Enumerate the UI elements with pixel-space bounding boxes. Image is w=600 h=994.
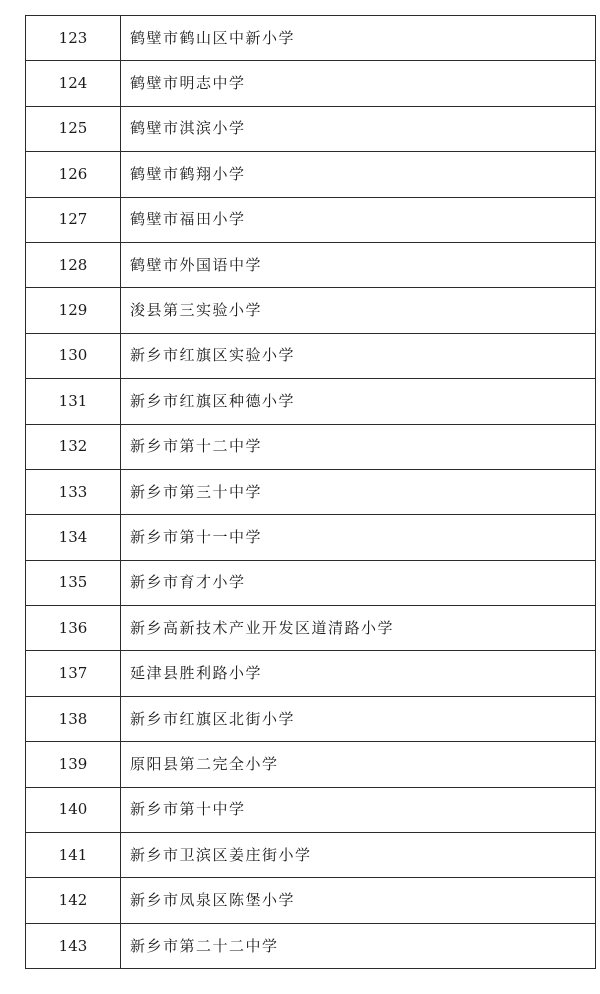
table-row xyxy=(26,61,596,106)
school-list-body xyxy=(26,16,596,969)
row-number-cell: 136 xyxy=(26,606,121,651)
school-name-cell: 新乡市第十中学 xyxy=(121,787,596,832)
school-name-cell: 新乡市育才小学 xyxy=(121,560,596,605)
table-row xyxy=(26,515,596,560)
table-row xyxy=(26,878,596,923)
table-row xyxy=(26,424,596,469)
row-number-cell: 138 xyxy=(26,696,121,741)
school-name-cell: 新乡市第二十二中学 xyxy=(121,923,596,968)
row-number-cell: 127 xyxy=(26,197,121,242)
table-row xyxy=(26,560,596,605)
row-number-cell: 134 xyxy=(26,515,121,560)
table-row xyxy=(26,742,596,787)
school-name-cell: 新乡高新技术产业开发区道清路小学 xyxy=(121,606,596,651)
school-name-cell: 新乡市第三十中学 xyxy=(121,469,596,514)
school-name-cell: 鹤壁市明志中学 xyxy=(121,61,596,106)
table-row xyxy=(26,379,596,424)
row-number-cell: 126 xyxy=(26,152,121,197)
school-name-cell: 新乡市第十二中学 xyxy=(121,424,596,469)
table-row xyxy=(26,288,596,333)
row-number-cell: 139 xyxy=(26,742,121,787)
school-name-cell: 鹤壁市鹤翔小学 xyxy=(121,152,596,197)
table-row xyxy=(26,16,596,61)
table-row xyxy=(26,242,596,287)
table-row xyxy=(26,606,596,651)
table-row xyxy=(26,696,596,741)
row-number-cell: 131 xyxy=(26,379,121,424)
table-row xyxy=(26,923,596,968)
table-row xyxy=(26,651,596,696)
row-number-cell: 129 xyxy=(26,288,121,333)
row-number-cell: 135 xyxy=(26,560,121,605)
school-name-cell: 新乡市红旗区实验小学 xyxy=(121,333,596,378)
table-row xyxy=(26,152,596,197)
school-name-cell: 新乡市卫滨区姜庄街小学 xyxy=(121,833,596,878)
table-row xyxy=(26,197,596,242)
row-number-cell: 125 xyxy=(26,106,121,151)
school-name-cell: 鹤壁市福田小学 xyxy=(121,197,596,242)
table-row xyxy=(26,106,596,151)
school-name-cell: 新乡市红旗区北街小学 xyxy=(121,696,596,741)
row-number-cell: 132 xyxy=(26,424,121,469)
row-number-cell: 137 xyxy=(26,651,121,696)
school-list-table xyxy=(25,15,596,969)
school-name-cell: 鹤壁市外国语中学 xyxy=(121,242,596,287)
school-name-cell: 新乡市凤泉区陈堡小学 xyxy=(121,878,596,923)
table-row xyxy=(26,833,596,878)
school-name-cell: 原阳县第二完全小学 xyxy=(121,742,596,787)
row-number-cell: 141 xyxy=(26,833,121,878)
row-number-cell: 140 xyxy=(26,787,121,832)
row-number-cell: 123 xyxy=(26,16,121,61)
school-name-cell: 浚县第三实验小学 xyxy=(121,288,596,333)
school-name-cell: 新乡市红旗区种德小学 xyxy=(121,379,596,424)
school-name-cell: 鹤壁市淇滨小学 xyxy=(121,106,596,151)
row-number-cell: 130 xyxy=(26,333,121,378)
table-row xyxy=(26,787,596,832)
row-number-cell: 143 xyxy=(26,923,121,968)
row-number-cell: 128 xyxy=(26,242,121,287)
school-name-cell: 延津县胜利路小学 xyxy=(121,651,596,696)
table-row xyxy=(26,469,596,514)
row-number-cell: 142 xyxy=(26,878,121,923)
table-row xyxy=(26,333,596,378)
school-name-cell: 鹤壁市鹤山区中新小学 xyxy=(121,16,596,61)
school-name-cell: 新乡市第十一中学 xyxy=(121,515,596,560)
row-number-cell: 133 xyxy=(26,469,121,514)
row-number-cell: 124 xyxy=(26,61,121,106)
